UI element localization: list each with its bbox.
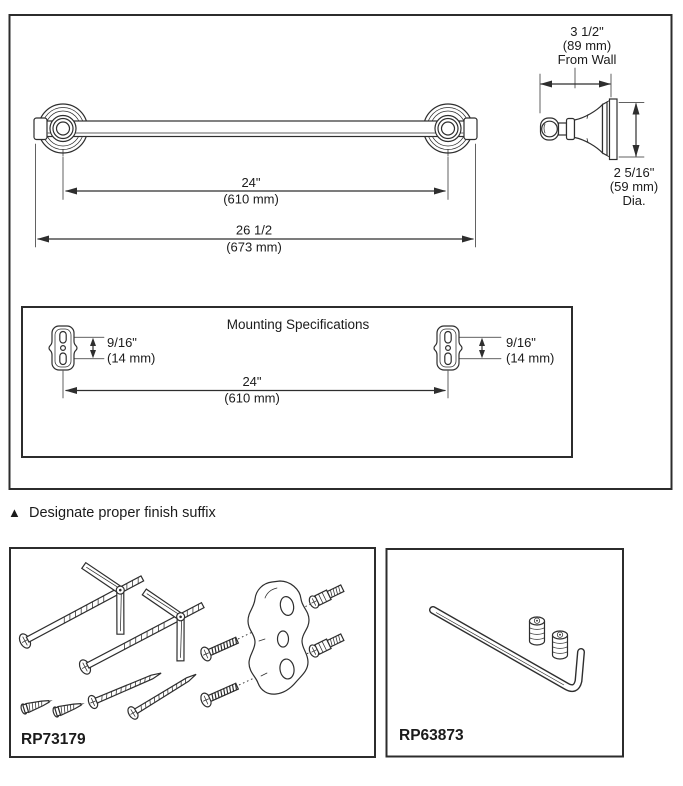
diameter-inches: 2 5/16" [613, 165, 655, 180]
left-mounting-bracket-drawing [49, 326, 77, 370]
projection-mm: (89 mm) [562, 38, 612, 53]
wall-anchor-drawing [20, 695, 54, 714]
diameter-mm: (59 mm) [609, 179, 659, 194]
overall-length-mm: (673 mm) [226, 239, 282, 255]
right-slot-dimension [459, 335, 554, 366]
mounting-specifications-box [22, 307, 572, 457]
left-slot-dimension [74, 335, 155, 366]
left-slot-mm: (14 mm) [107, 350, 156, 366]
bar-length-mm: (610 mm) [223, 191, 279, 207]
threaded-stud-drawing [307, 582, 345, 609]
mounting-plate-drawing [248, 581, 309, 694]
hardware-kit-box [2, 543, 375, 757]
projection-label: From Wall [557, 52, 617, 67]
bar-drawing [34, 118, 477, 140]
finish-note-text: Designate proper finish suffix [29, 505, 216, 521]
bar-length-inches: 24" [241, 175, 261, 190]
centers-mm: (610 mm) [224, 390, 280, 406]
towel-bar-front-view [34, 104, 477, 156]
right-mounting-bracket-drawing [434, 326, 462, 370]
centers-inches: 24" [242, 374, 262, 389]
set-screw-kit-part-number: RP63873 [399, 727, 464, 744]
mounting-title: Mounting Specifications [226, 317, 370, 332]
machine-screw-drawing [199, 680, 240, 709]
finish-note [8, 505, 216, 521]
mounting-centers-dimension [63, 371, 448, 406]
front-view-dimensions [36, 144, 476, 255]
overall-length-inches: 26 1/2 [235, 222, 273, 238]
wall-post-drawing [541, 99, 618, 160]
set-screw-drawing [553, 631, 568, 659]
right-slot-mm: (14 mm) [506, 350, 555, 366]
set-screw-kit-box [387, 549, 624, 757]
threaded-stud-drawing [307, 631, 345, 658]
hardware-kit-part-number: RP73179 [21, 731, 86, 748]
left-slot-inches: 9/16" [107, 335, 137, 350]
wall-anchor-drawing [52, 698, 86, 717]
set-screw-drawing [530, 617, 545, 645]
right-slot-inches: 9/16" [506, 335, 536, 350]
triangle-marker-icon: ▲ [8, 505, 21, 520]
toggle-bolt-drawing [62, 569, 222, 705]
projection-inches: 3 1/2" [570, 24, 604, 39]
toggle-bolt-drawing [2, 543, 162, 679]
diameter-label: Dia. [622, 193, 646, 208]
machine-screw-drawing [199, 634, 240, 663]
post-side-view [540, 24, 658, 208]
wood-screw-drawing [126, 669, 200, 721]
